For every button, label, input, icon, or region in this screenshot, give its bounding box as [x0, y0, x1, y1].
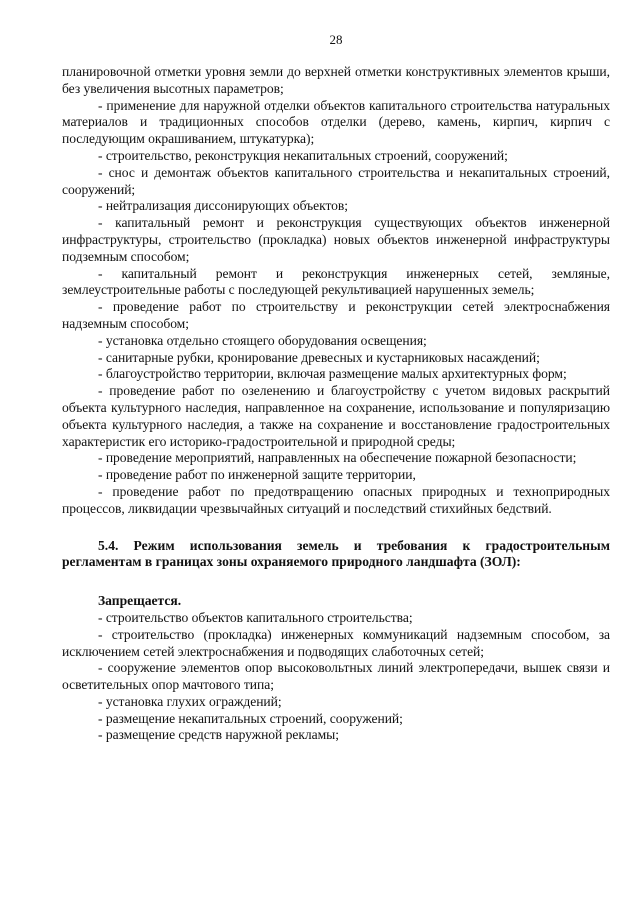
list-item: - проведение работ по строительству и реконструкции сетей электроснабжения надземным способом; [62, 299, 610, 331]
list-item: - проведение мероприятий, направленных на обеспечение пожарной безопасности; [98, 450, 577, 466]
list-item: - проведение работ по озеленению и благоустройству с учетом видовых раскрытий объекта культурного наследия, направленное на сохранение, использование и популяризацию объекта культурного наследия, а также на сохранение и восстановление градостроительных характеристик его историко-градостроительной и природной среды; [62, 383, 610, 449]
permitted-activities-list [62, 64, 610, 518]
list-item: планировочной отметки уровня земли до верхней отметки конструктивных элементов крыши, без увеличения высотных параметров; [62, 64, 610, 96]
list-item: - сооружение элементов опор высоковольтных линий электропередачи, вышек связи и осветительных опор мачтового типа; [62, 660, 610, 693]
list-item: - проведение работ по предотвращению опасных природных и техноприродных процессов, ликвидации чрезвычайных ситуаций и последствий стихийных бедствий. [62, 483, 610, 516]
list-item: - проведение работ по инженерной защите территории, [98, 467, 416, 483]
document-page [62, 32, 610, 744]
list-item: - капитальный ремонт и реконструкция существующих объектов инженерной инфраструктуры, строительство (прокладка) новых объектов инженерной инфраструктуры подземным способом; [62, 215, 610, 264]
list-item: - нейтрализация диссонирующих объектов; [98, 198, 349, 214]
list-item: - санитарные рубки, кронирование древесных и кустарниковых насаждений; [98, 349, 540, 365]
list-item: - установка отдельно стоящего оборудования освещения; [98, 332, 427, 348]
list-item: - снос и демонтаж объектов капитального строительства и некапитальных строений, сооружений; [62, 164, 610, 197]
list-item: - строительство (прокладка) инженерных коммуникаций надземным способом, за исключением сетей электроснабжения и подводящих слаботочных сетей; [62, 626, 610, 659]
section-heading: 5.4. Режим использования земель и требования к градостроительным регламентам в границах зоны охраняемого природного ландшафта (ЗОЛ): [62, 537, 610, 570]
list-item: - размещение некапитальных строений, сооружений; [98, 710, 403, 726]
list-item: - благоустройство территории, включая размещение малых архитектурных форм; [98, 366, 567, 382]
list-item: - размещение средств наружной рекламы; [98, 727, 339, 743]
prohibited-label: Запрещается. [98, 593, 182, 609]
list-item: - строительство, реконструкция некапитальных строений, сооружений; [98, 147, 508, 163]
list-item: - строительство объектов капитального строительства; [98, 609, 413, 625]
prohibited-activities-list [62, 610, 610, 744]
list-item: - капитальный ремонт и реконструкция инженерных сетей, земляные, землеустроительные работы с последующей рекультивацией нарушенных земель; [62, 265, 610, 298]
page-number: 28 [329, 32, 343, 47]
list-item: - установка глухих ограждений; [98, 693, 282, 709]
list-item: - применение для наружной отделки объектов капитального строительства натуральных материалов и традиционных способов отделки (дерево, камень, кирпич, кирпич с последующим окрашиванием, штукатурка); [62, 97, 610, 147]
